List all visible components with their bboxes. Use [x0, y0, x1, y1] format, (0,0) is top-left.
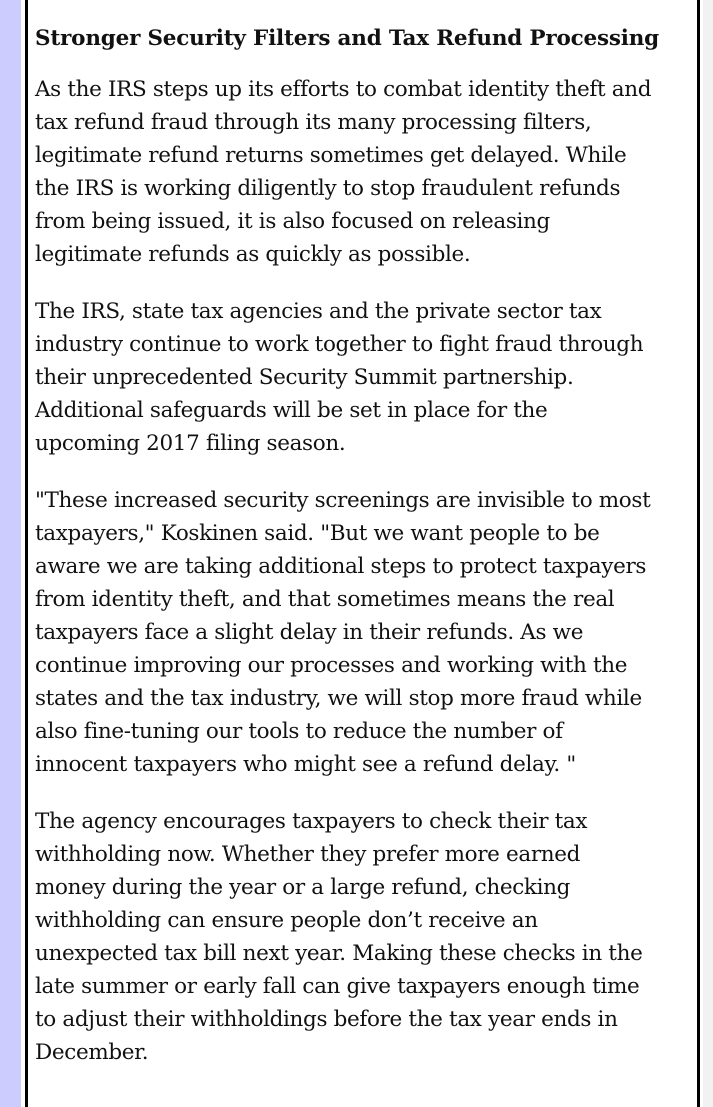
- text-line: withholding can ensure people don’t receive an: [35, 908, 538, 933]
- text-line: tax refund fraud through its many processing filters,: [35, 110, 592, 135]
- text-line: industry continue to work together to fight fraud through: [35, 332, 644, 357]
- left-side-strip: [0, 0, 21, 1107]
- text-line: legitimate refund returns sometimes get delayed. While: [35, 143, 627, 168]
- text-line: aware we are taking additional steps to protect taxpayers: [35, 554, 647, 579]
- text-line: late summer or early fall can give taxpayers enough time: [35, 974, 640, 999]
- text-line: December.: [35, 1040, 149, 1065]
- paragraph-3-quote: [35, 484, 705, 781]
- text-line: withholding now. Whether they prefer more earned: [35, 842, 581, 867]
- text-line: innocent taxpayers who might see a refund delay. ": [35, 752, 576, 777]
- text-line: states and the tax industry, we will stop more fraud while: [35, 686, 642, 711]
- text-line: As the IRS steps up its efforts to combat identity theft and: [35, 77, 652, 102]
- text-line: The IRS, state tax agencies and the private sector tax: [35, 299, 602, 324]
- text-line: unexpected tax bill next year. Making these checks in the: [35, 941, 643, 966]
- article-title: Stronger Security Filters and Tax Refund Processing: [35, 26, 660, 51]
- text-line: taxpayers," Koskinen said. "But we want people to be: [35, 521, 600, 546]
- text-line: money during the year or a large refund, checking: [35, 875, 571, 900]
- text-line: also fine-tuning our tools to reduce the number of: [35, 719, 563, 744]
- paragraph-1: [35, 73, 705, 271]
- text-line: upcoming 2017 filing season.: [35, 431, 346, 456]
- text-line: from being issued, it is also focused on releasing: [35, 209, 550, 234]
- text-line: continue improving our processes and working with the: [35, 653, 628, 678]
- text-line: the IRS is working diligently to stop fraudulent refunds: [35, 176, 621, 201]
- article: [35, 22, 705, 1093]
- text-line: taxpayers face a slight delay in their refunds. As we: [35, 620, 584, 645]
- text-line: The agency encourages taxpayers to check their tax: [35, 809, 588, 834]
- text-line: from identity theft, and that sometimes means the real: [35, 587, 615, 612]
- text-line: Additional safeguards will be set in place for the: [35, 398, 548, 423]
- text-line: their unprecedented Security Summit partnership.: [35, 365, 574, 390]
- text-line: "These increased security screenings are invisible to most: [35, 488, 651, 513]
- text-line: to adjust their withholdings before the tax year ends in: [35, 1007, 618, 1032]
- paragraph-4: [35, 805, 705, 1069]
- text-line: legitimate refunds as quickly as possible.: [35, 242, 471, 267]
- paragraph-2: [35, 295, 705, 460]
